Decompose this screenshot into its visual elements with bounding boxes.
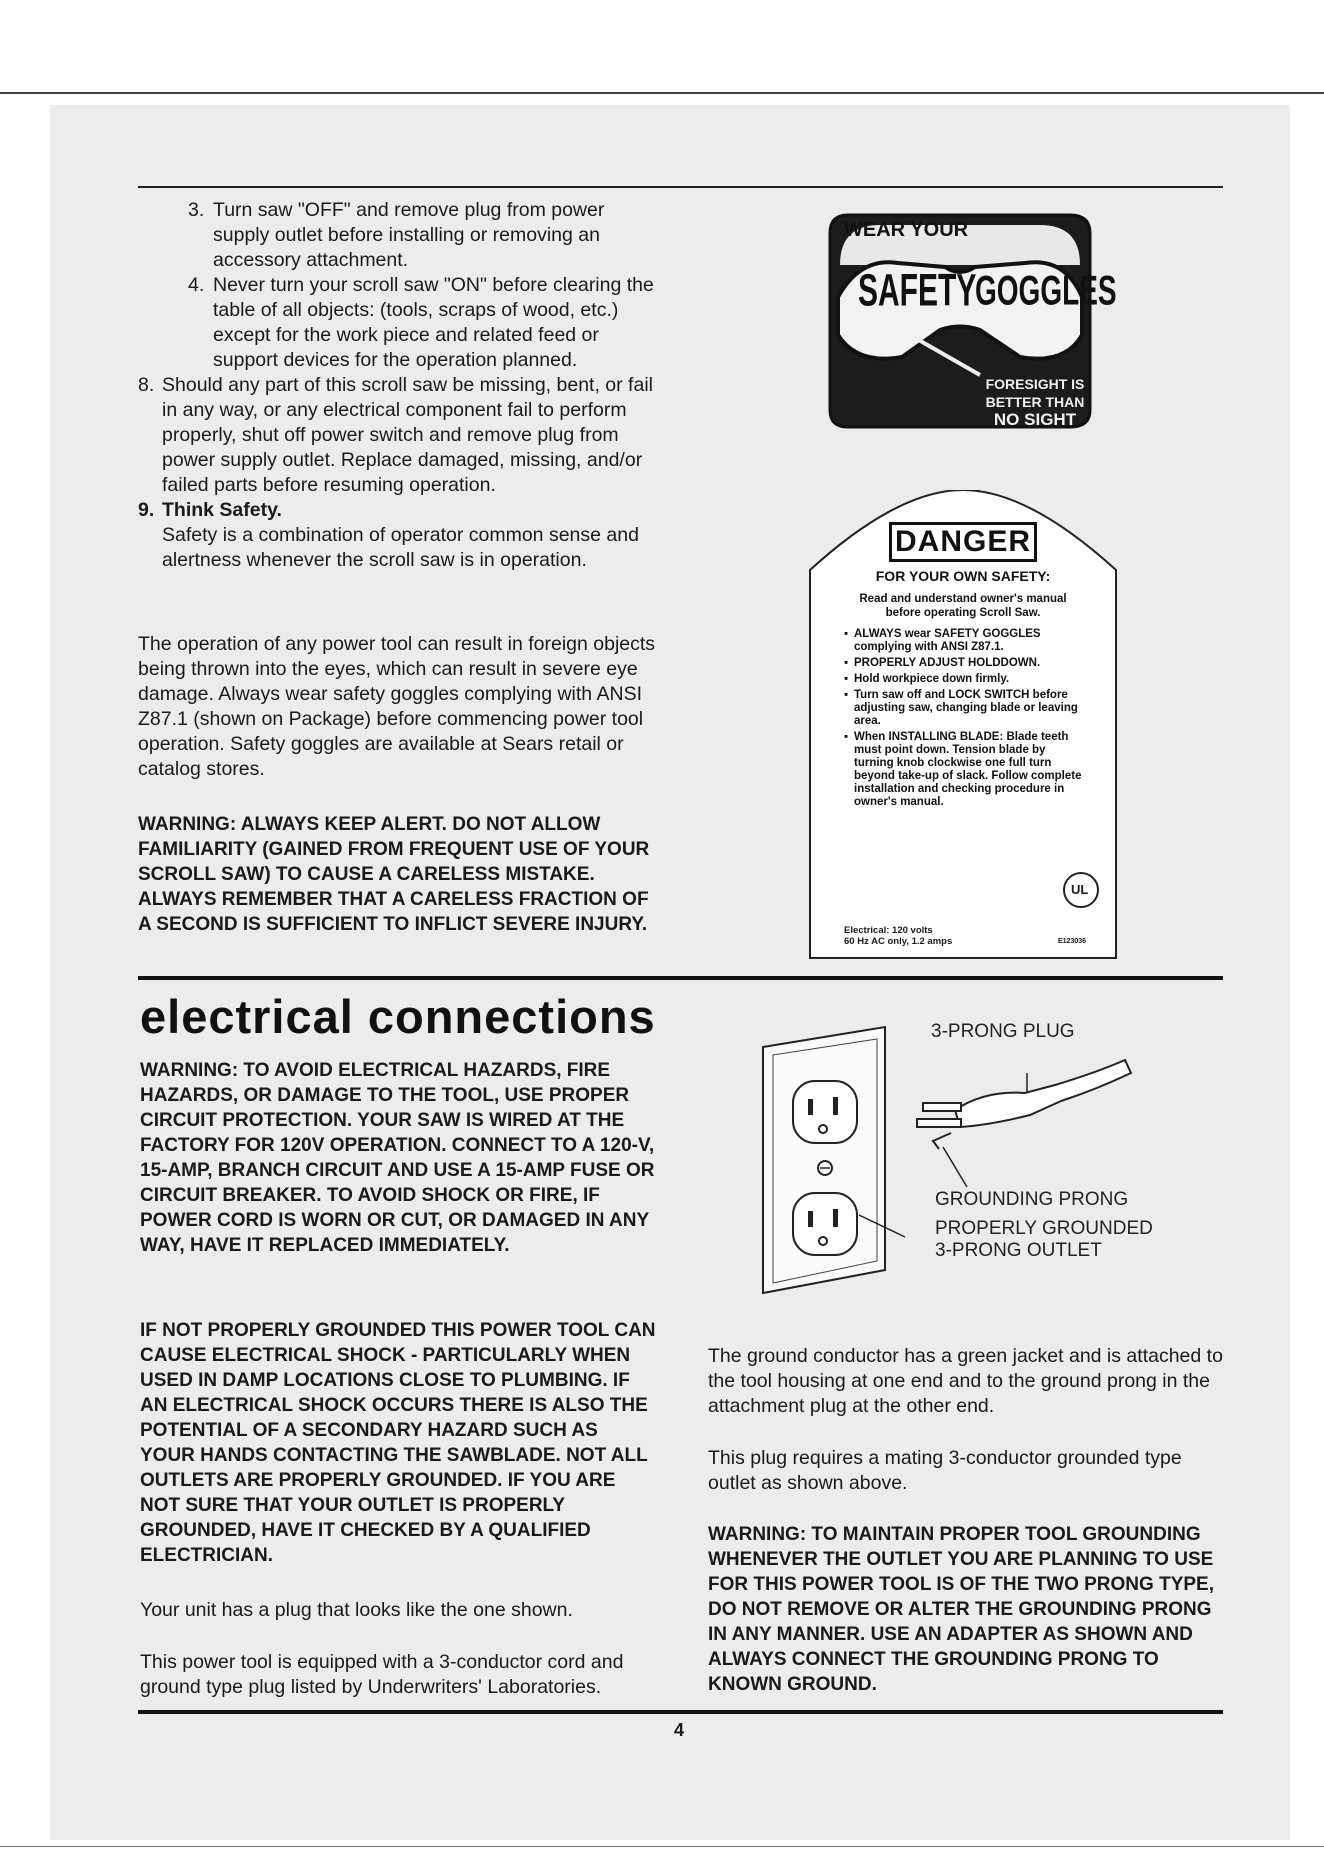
grounding-prong-label: GROUNDING PRONG <box>935 1189 1129 1210</box>
think-safety-heading: Think Safety. <box>162 499 282 521</box>
section-title: electrical connections <box>140 990 656 1043</box>
slogan: FORESIGHT IS BETTER THAN NO SIGHT <box>985 376 1085 429</box>
list-item: ▪ Hold workpiece down firmly. <box>844 673 1082 686</box>
safety-text: SAFETY <box>858 266 977 316</box>
warning-ground-paragraph: IF NOT PROPERLY GROUNDED THIS POWER TOOL CAN CAUSE ELECTRICAL SHOCK - PARTICULARLY WHEN USED IN DAMP LOCATIONS CLOSE TO PLUMBING. IF AN ELECTRICAL SHOCK OCCURS THERE IS ALSO THE POTENTIAL OF A SECONDARY HAZARD SUCH AS YOUR HANDS CONTACTING THE SAWBLADE. NOT ALL OUTLETS ARE PROPERLY GROUNDED. IF YOU ARE NOT SURE THAT YOUR OUTLET IS PROPERLY GROUNDED, HAVE IT CHECKED BY A QUALIFIED ELECTRICIAN. <box>140 1320 656 1566</box>
eye-damage-paragraph: The operation of any power tool can result in foreign objects being thrown into the eyes, which can result in severe eye damage. Always wear safety goggles complying with ANSI Z87.1 (shown on Package) before commencing power tool operation. Safety goggles are available at Sears retail or catalog stores. <box>138 633 656 780</box>
ul-mark-icon: UL <box>1071 882 1089 897</box>
bottom-border-rule <box>0 1846 1324 1847</box>
list-item: ▪ When INSTALLING BLADE: Blade teeth must point down. Tension blade by turning knob clockwise one full turn beyond take-up of slack. Follow complete installation and checking procedure in owner's manual. <box>844 731 1082 809</box>
outlet-plug-diagram <box>755 1015 1195 1305</box>
danger-read-text: Read and understand owner's manual before operating Scroll Saw. <box>859 593 1067 619</box>
list-item: ▪ PROPERLY ADJUST HOLDDOWN. <box>844 657 1082 670</box>
electrical-rating: Electrical: 120 volts 60 Hz AC only, 1.2 amps <box>844 925 953 947</box>
header-rule <box>138 186 1223 188</box>
list-item: 3. Turn saw "OFF" and remove plug from power supply outlet before installing or removing an accessory attachment. <box>188 199 605 271</box>
plug-label: 3-PRONG PLUG <box>931 1021 1075 1042</box>
top-border-rule <box>0 92 1324 94</box>
danger-list <box>844 628 1082 809</box>
footer-rule <box>138 1710 1223 1714</box>
cord-paragraph: This power tool is equipped with a 3-conductor cord and ground type plug listed by Underwriters' Laboratories. <box>140 1651 624 1698</box>
safety-goggles-badge <box>820 205 1117 440</box>
conductor-paragraph: The ground conductor has a green jacket and is attached to the tool housing at one end and to the ground prong in the attachment plug at the other end. <box>708 1345 1223 1417</box>
list-item: 4. Never turn your scroll saw "ON" before clearing the table of all objects: (tools, scraps of wood, etc.) except for the work piece and related feed or support devices for the operation planned. <box>188 274 654 371</box>
mating-paragraph: This plug requires a mating 3-conductor grounded type outlet as shown above. <box>708 1447 1182 1494</box>
list-item: ▪ Turn saw off and LOCK SWITCH before adjusting saw, changing blade or leaving area. <box>844 689 1082 728</box>
warning-maintain-paragraph: WARNING: TO MAINTAIN PROPER TOOL GROUNDING WHENEVER THE OUTLET YOU ARE PLANNING TO USE FOR THIS POWER TOOL IS OF THE TWO PRONG TYPE, DO NOT REMOVE OR ALTER THE GROUNDING PRONG IN ANY MANNER. USE AN ADAPTER AS SHOWN AND ALWAYS CONNECT THE GROUNDING PRONG TO KNOWN GROUND. <box>708 1524 1214 1695</box>
danger-subtitle: FOR YOUR OWN SAFETY: <box>875 568 1051 584</box>
safety-rules-list <box>138 198 666 573</box>
section-rule <box>138 976 1223 980</box>
outlet-label: PROPERLY GROUNDED 3-PRONG OUTLET <box>935 1218 1153 1261</box>
danger-title: DANGER <box>889 522 1037 562</box>
wear-your-text: WEAR YOUR <box>844 219 969 241</box>
danger-content <box>844 522 1082 812</box>
warning-circuit-paragraph: WARNING: TO AVOID ELECTRICAL HAZARDS, FIRE HAZARDS, OR DAMAGE TO THE TOOL, USE PROPER CIRCUIT PROTECTION. YOUR SAW IS WIRED AT THE FACTORY FOR 120V OPERATION. CONNECT TO A 120-V, 15-AMP, BRANCH CIRCUIT AND USE A 15-AMP FUSE OR CIRCUIT BREAKER. TO AVOID SHOCK OR FIRE, IF POWER CORD IS WORN OR CUT, OR DAMAGED IN ANY WAY, HAVE IT REPLACED IMMEDIATELY. <box>140 1060 655 1256</box>
list-item: ▪ ALWAYS wear SAFETY GOGGLES complying with ANSI Z87.1. <box>844 628 1082 654</box>
list-item: 8. Should any part of this scroll saw be missing, bent, or fail in any way, or any electrical component fail to perform properly, shut off power switch and remove plug from power supply outlet. Replace damaged, missing, and/or failed parts before resuming operation. <box>138 374 653 496</box>
goggles-text: GOGGLES <box>975 267 1117 314</box>
label-code: E123036 <box>1058 938 1087 945</box>
plug-paragraph: Your unit has a plug that looks like the one shown. <box>140 1599 573 1621</box>
danger-label <box>808 490 1118 960</box>
list-item: 9. Think Safety. Safety is a combination of operator common sense and alertness whenever the scroll saw is in operation. <box>138 499 639 571</box>
warning-alert-paragraph: WARNING: ALWAYS KEEP ALERT. DO NOT ALLOW FAMILIARITY (GAINED FROM FREQUENT USE OF YOUR SCROLL SAW) TO CAUSE A CARELESS MISTAKE. ALWAYS REMEMBER THAT A CARELESS FRACTION OF A SECOND IS SUFFICIENT TO INFLICT SEVERE INJURY. <box>138 814 650 935</box>
page-number: 4 <box>674 1720 685 1740</box>
